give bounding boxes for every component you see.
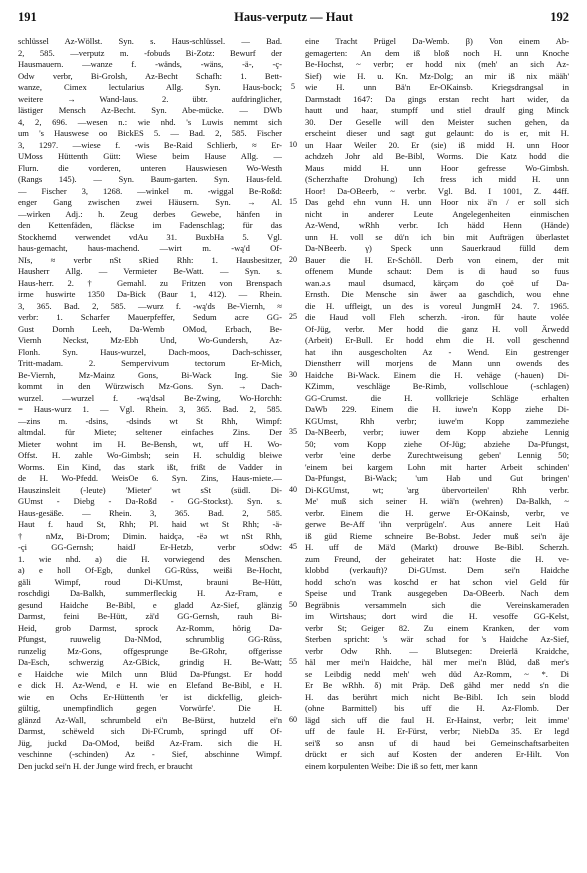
text-line: unn H. voll se dü'n ich bin mit Aufträgen überlastet bbox=[305, 231, 569, 242]
text-line: Hausmauern. —wanze f. -wänds, -wäns, -ä-, -ç- bbox=[18, 59, 282, 69]
text-line: Worms. Ein Kind, das stark ißt, frißt de Vadder in bbox=[18, 461, 282, 472]
text-line: eine Tracht Prügel Da-Wemb. β) Von einem Ab- bbox=[305, 36, 569, 46]
text-line: H. das berührt mich nicht Be-Bibl. Ich sein blodd bbox=[305, 691, 569, 702]
text-line: Darmstadt 1647: Da gings erstan recht hart wider, da bbox=[305, 93, 569, 104]
text-line: gerwe Be-Aff 'ihn verprügeln'. Aus annere Leit Haü bbox=[305, 519, 569, 529]
line-number: 5 bbox=[291, 82, 295, 91]
text-line: (Scherzhafte Drohung) Ich fress ich midd H. unn bbox=[305, 174, 569, 184]
line-number: 35 bbox=[289, 427, 297, 436]
line-number: 45 bbox=[289, 542, 297, 551]
text-line: — Fischer 3, 1268. —winkel m. -wiggəl Be-Roßd: bbox=[18, 185, 282, 196]
page-number-left: 191 bbox=[18, 10, 37, 24]
text-line: altmdal. für Miete; seltener einfaches Zins. Der bbox=[18, 427, 282, 437]
text-line: hat ihn ausgescholten Az - Wend. Ein gestrenger bbox=[305, 346, 569, 357]
page-title: Haus-verputz — Haut bbox=[234, 10, 353, 24]
text-line: Maus midd H. unn Hoor gefresse Wo-Gimbsh. bbox=[305, 162, 569, 173]
text-line: im Wirtshaus; dort wird die H. vesoffe GG-Kelst, bbox=[305, 611, 569, 621]
line-number: 55 bbox=[289, 657, 297, 666]
line-number: 15 bbox=[289, 197, 297, 206]
text-line: veschinne (-schinden) Az - Sief, abschinne Wimpf. bbox=[18, 749, 282, 759]
text-line: weitere → Wand-laus. 2. übtr. aufdringlicher, bbox=[18, 93, 282, 104]
text-line: † nMz, Bi-Drom; Dimin. haidçə, -ëə wt nSt Rhh, bbox=[18, 530, 282, 541]
text-line: lästiger Mensch Az-Becht. Syn. Abe-mücke. — DWb bbox=[18, 105, 282, 115]
text-line: Offst. H. zahle Wo-Gimbsh; sein H. schuldig bleiwe bbox=[18, 450, 282, 460]
text-line: UMoss Hüttenth Gütt: Wiese beim Hause Allg. — bbox=[18, 151, 282, 161]
text-line: runzelig Mz-Gons, offgesprunge Be-GRohr, offgerisse bbox=[18, 645, 282, 656]
text-line: Mieter wohnt im H. Be-Bensh, wt, uff H. Wo- bbox=[18, 438, 282, 449]
text-line: Den juckd sei'n H. der Junge wird frech, er braucht bbox=[18, 760, 193, 771]
text-line: 1. wie nhd. a) die H. vorwiegend des Menschen. bbox=[18, 553, 282, 564]
text-line: un Haar Weiler 20. Er (sie) iß midd H. unn Hoor bbox=[305, 139, 569, 150]
text-line: Da-NBeerb, verbr; iuwer dem Kopp abziehe Lennig bbox=[305, 427, 569, 437]
text-line: Hausherr Allg. — Vermieter Be-Watt. — Syn. s. bbox=[18, 266, 282, 276]
text-line: Haut f. haud St, Rhh; Pl. haid wt St Rhh; -ä- bbox=[18, 519, 282, 529]
text-line: Ernsth. Die Mensche sin äwer aa gaschdich, wou ehne bbox=[305, 289, 569, 299]
text-line: Az-Wend, wRhh verbr. Ich hädd Henn (Hände) bbox=[305, 220, 569, 230]
text-line: Viernh Neckst, Mz-Ebh Und, Wo-Gundersh, Az- bbox=[18, 335, 282, 345]
text-line: GUmst - Diebg - Da-Roßd - GG-Stockst). Syn. s. bbox=[18, 496, 282, 506]
text-line: roschdigi Da-Balkh, summerfleckig H. Az-Fram, e bbox=[18, 588, 282, 598]
text-line: kommt in den Würzwisch Mz-Gons. Syn. → Dach- bbox=[18, 381, 282, 391]
text-line: 'einem bei kargem Lohn mit harter Arbeit schinden' bbox=[305, 461, 569, 472]
text-line: den Kettenfäden, fläckse im Fadenschlag; für das bbox=[18, 220, 282, 230]
line-number: 40 bbox=[289, 484, 297, 494]
text-line: Hauszinsleit (-leute) 'Mieter' wt sSt (südl. Di- bbox=[18, 484, 282, 495]
line-number: 25 bbox=[289, 312, 297, 321]
text-line: Jüg, juckd Da-OMod, beißd Az-Fram. sich die H. bbox=[18, 737, 282, 748]
text-line: (Arbeit) Er-Bull. Er hodd ehm die H. voll geschennd bbox=[305, 335, 569, 345]
text-line: wie en Ochs Er-Hüttenth 'er ist dickfellig, gleich- bbox=[18, 691, 282, 702]
text-line: offenem Munde schaut: Dem is di haud so fuus bbox=[305, 266, 569, 276]
text-line: —wirken Adj.: h. Zeug derbes Gewebe, hänfen in bbox=[18, 208, 282, 219]
text-line: 30. Der Geselle will den Meister suchen gehen, da bbox=[305, 116, 569, 127]
text-line: KGUmst, Rhh verbr; iuwe'm Kopp zammeziehe bbox=[305, 415, 569, 426]
text-line: Dienstherr will morjens de Mann unn owends des bbox=[305, 358, 569, 368]
left-column bbox=[18, 36, 282, 772]
line-number: 30 bbox=[289, 369, 297, 379]
text-line: iß güd Rieme schneire Be-Bobst. Jeder muß sei'n äje bbox=[305, 530, 569, 541]
text-line: wie H. unn Bä'n Er-OKainsb. Kriegsdrangsal in bbox=[305, 82, 569, 92]
text-line: 3, 1297. —wiese f. -wis Be-Raid Schlierb, ≈ Er- bbox=[18, 139, 282, 150]
text-line: a) e holl Of-Egb, dunkel GG-Rüss, weißi Be-Hocht, bbox=[18, 565, 282, 575]
text-line: GG-Crumst. die H. vollkrieje Schläge erhalten bbox=[305, 392, 569, 403]
text-line: irme huswirte 1350 Da-Bick (Baur 1, 412). — Rhein. bbox=[18, 289, 282, 299]
line-number: 50 bbox=[289, 599, 297, 609]
text-line: gesund Haidche Be-Bibl, e gladd Az-Sief, glänzig bbox=[18, 599, 282, 610]
text-line: Da-NBeerb. γ) Speck unn Sauerkraud fülld dem bbox=[305, 243, 569, 253]
text-line: lägd sich uff die faul H. Er-Hainst, verbr; leit imme' bbox=[305, 714, 569, 725]
text-line: —zins m. -dsins, -dsinds wt St Rhh, Wimpf: bbox=[18, 415, 282, 426]
text-line: zum Freund, der geheiratet hat: Hoste die H. ve- bbox=[305, 553, 569, 564]
text-line: wanze, Cimex lectularius Allg. Syn. Haus-bock; bbox=[18, 82, 282, 92]
text-line: enger Gang zwischen zwei Häusern. Syn. → Al. bbox=[18, 197, 282, 207]
text-line: verbr St; Geiger 82. Zu einem Kranken, der vom bbox=[305, 622, 569, 633]
text-line: DaWb 229. Einem die H. iuwe'n Kopp ziehe Di- bbox=[305, 404, 569, 414]
text-line: verbr: 1. Scharfer Mauerpfeffer, Sedum acre GG- bbox=[18, 312, 282, 322]
text-line: Heid, grob Darmst, sprock Az-Romm, hörig Da- bbox=[18, 622, 282, 633]
line-number: 20 bbox=[289, 254, 297, 264]
text-line: gäli Wimpf, roud Di-KUmst, brauni Be-Hütt, bbox=[18, 576, 282, 587]
text-line: verbr 'eine derbe Zurechtweisung geben' Lennig 50; bbox=[305, 450, 569, 460]
text-line: se Leibdig nedd meh' weh düd Az-Romm, ~ *. Di bbox=[305, 668, 569, 679]
text-line: 4, 2, 696. —wesen n.: wie nhd. 's Luwis nemmt sich bbox=[18, 116, 282, 127]
text-line: Haus-gesäße. — Rhein. 3, 365. Bad. 2, 585. bbox=[18, 507, 282, 518]
text-line: Da-Esch, schwerzig Az-GBick, grindig H. Be-Watt; bbox=[18, 657, 282, 667]
text-line: wurzel. —wurzel f. -wą'dsəl Be-Zwing, Wo-Horchh: bbox=[18, 392, 282, 403]
text-line: Be-Hochst, ~ verbr; er hodd nix (meh' an sich Az- bbox=[305, 59, 569, 69]
text-line: Sief) wie H. u. Kn. Mz-Dolg; an mir iß nix määh' bbox=[305, 70, 569, 81]
text-line: um 's Hauswese oo BickES 5. — Bad. 2, 585. Fischer bbox=[18, 128, 282, 138]
text-line: Stockhemd verwendet vdAu 31. BuxbHa 5. Vgl. bbox=[18, 231, 282, 242]
text-line: KZimm, veschläge Be-Rimb, vollschloue (-schlagen) bbox=[305, 381, 569, 391]
text-line: Sterben spricht: 's wär schad for 's Haidche Az-Sief, bbox=[305, 634, 569, 644]
text-line: Er Be wRhh. δ) mit Präp. Deß gähd mer nedd s'n die bbox=[305, 680, 569, 690]
text-line: Di-KGUmst, wt; 'arg übervorteilen' Rhh verbr. bbox=[305, 484, 569, 495]
page-number-right: 192 bbox=[550, 10, 569, 24]
text-line: gültig, unempfindlich gegen Vorwürfe'. Die H. bbox=[18, 703, 282, 713]
line-number: 60 bbox=[289, 714, 297, 724]
text-line: Da-Pfungst, Bi-Wack; 'um Hab und Gut bringen' bbox=[305, 473, 569, 483]
text-line: Odw verbr, Bi-Grolsh, Az-Becht Schafh: 1. Bett- bbox=[18, 70, 282, 81]
text-line: Darmst, feini Be-Hütt, zä'd GG-Gernsh, rauh Bi- bbox=[18, 611, 282, 621]
text-line: -çi GG-Gernsh; haidJ Er-Hetzb, verbr sOdw: bbox=[18, 542, 282, 552]
text-line: Flurn. die vorderen, unteren Hauswiesen Wo-Westh bbox=[18, 162, 282, 173]
text-line: de H. Wo-Pfedd. WeisOe 6. Syn. Zins, Haus-miete.— bbox=[18, 473, 282, 483]
text-line: 2, 585. —verputz m. -fobuds Bi-Zotz: Bewurf der bbox=[18, 47, 282, 58]
text-line: Begräbnis versammeln sich die Vereinskameraden bbox=[305, 599, 569, 610]
text-line: Darmst, schëweld sich Di-FCrumb, springd uff Of- bbox=[18, 726, 282, 736]
text-line: 3, 365. Bad. 2, 585. —wurz f. -wą'ds Be-Viernh, ≈ bbox=[18, 300, 282, 311]
text-line: uff de faule H. Er-Fürst, verbr; NiebDa 35. Er legd bbox=[305, 726, 569, 736]
page-header bbox=[18, 10, 569, 26]
text-line: (ohne Barmittel) bis uff die H. Az-Flomb. Der bbox=[305, 703, 569, 713]
text-line: Speise und Trank ausgegeben Da-OBeerb. Nach dem bbox=[305, 588, 569, 598]
text-line: verbr. Einem die H. gerwe Er-OKainsb, verbr, ve bbox=[305, 507, 569, 518]
text-line: Of-Jüg, verbr. Mer hodd die ganz H. voll Ärwedd bbox=[305, 323, 569, 334]
text-line: verbr Odw Rhh. — Blutsegen: Dreierlä Kraidche, bbox=[305, 645, 569, 656]
text-line: Bauer die H. Er-Schöll. Derb von einem, der mit bbox=[305, 254, 569, 265]
text-line: sei'ß so ansn uf di haud bei Gemeinschaftsarbeiten bbox=[305, 737, 569, 748]
text-line: die H. uffleigt, un des is voreul JungmH 24. 7. 1965. bbox=[305, 300, 569, 311]
text-line: drückt er sich auf Kosten der anderen Er-Hilt. Von bbox=[305, 749, 569, 759]
text-line: hautt und haar, stumpff und stiel draulf ging Minck bbox=[305, 105, 569, 115]
text-line: gemagerten: An dem iß bloß noch H. unn Knoche bbox=[305, 47, 569, 58]
text-line: Flonh. Syn. Haus-wurzel, Dach-moos, Dach-schisser, bbox=[18, 346, 282, 357]
text-line: NIs, ≈ verbr nSt sRied Rhh: 1. Hausbesitzer, bbox=[18, 254, 282, 265]
text-line: nicht in anderer Leute Angelegenheiten einmischen bbox=[305, 208, 569, 219]
text-line: Tritt-madam. 2. Sempervivum tectorum Er-Mich, bbox=[18, 358, 282, 368]
text-line: Hoor! Da-OBeerb, ~ verbr. Vgl. Bd. I 1001, Z. 44ff. bbox=[305, 185, 569, 196]
text-line: e Haidche wie Milch unn Blüd Da-Pfungst. Er hodd bbox=[18, 668, 282, 679]
text-line: häl mer mei'n Haidche, häl mer mei'n Blüd, daß mer's bbox=[305, 657, 569, 667]
text-line: die Haud voll Fleh scherzh. -iron. für haute volée bbox=[305, 312, 569, 322]
text-line: H. uff de Mä'd (Markt) drouwe Be-Bibl. Scherzh. bbox=[305, 542, 569, 552]
text-line: einem korpulenten Weibe: Die iß so fett, mer kann bbox=[305, 760, 478, 771]
line-number: 10 bbox=[289, 139, 297, 149]
text-line: erscheint dieser und sagt gut gelaunt: do is er, mit H. bbox=[305, 128, 569, 138]
right-column bbox=[305, 36, 569, 772]
text-line: Pfungst, ruuwelig Da-NMod, schrumblig GG-Rüss, bbox=[18, 634, 282, 644]
text-line: Haus-herr. 2. † Gemahl. zu Fritzen von Brenspach bbox=[18, 277, 282, 288]
text-line: hodd scho'n was koschd er hat schon viel Geld für bbox=[305, 576, 569, 587]
text-line: glänzd Az-Wall, schrumbeld ei'n Be-Bürst, hutzeld ei'n bbox=[18, 714, 282, 725]
text-line: (Rangs 145). — Syn. Baum-garten. Syn. Haus-feld. bbox=[18, 174, 282, 184]
text-line: Haidche Bi-Wack. Einem die H. vehäge (-hauen) Di- bbox=[305, 369, 569, 380]
text-line: haus-gemacht, haus-machend. —wirt m. -wą'd Of- bbox=[18, 243, 282, 253]
text-line: schlüssel Az-Wöllst. Syn. s. Haus-schlüssel. — Bad. bbox=[18, 36, 282, 46]
text-line: Das gehd ehn vunn H. unn Hoor nix ä'n / er soll sich bbox=[305, 197, 569, 207]
text-line: 50; vom Kopp ziehe Of-Jüg; abziehe Da-Pfungst, bbox=[305, 438, 569, 449]
text-line: Gust Dornh Leeh, Da-Wemb OMod, Erbach, Be- bbox=[18, 323, 282, 334]
text-line: Be-Viernh, Mz-Mainz Gons, Bi-Wack Ing. Sie bbox=[18, 369, 282, 380]
text-line: achdzeh Johr ald Be-Bibl, Worms. Die Katz hodd die bbox=[305, 151, 569, 161]
text-line: = Haus-wurz 1. — Vgl. Rhein. 3, 365. Bad. 2, 585. bbox=[18, 404, 282, 414]
text-line: Me' muß sich seiner H. wiä'n (wehren) Da-Balkh, ~ bbox=[305, 496, 569, 506]
text-line: wan.ə.s maul dsumacd, kärçəm do çoë uf Da- bbox=[305, 277, 569, 288]
text-line: klobbd (verkauft)? Di-GUmst. Dem sei'n Haidche bbox=[305, 565, 569, 575]
text-line: e dick H. Az-Wend, e H. wie en Elefand Be-Bibl, e H. bbox=[18, 680, 282, 690]
